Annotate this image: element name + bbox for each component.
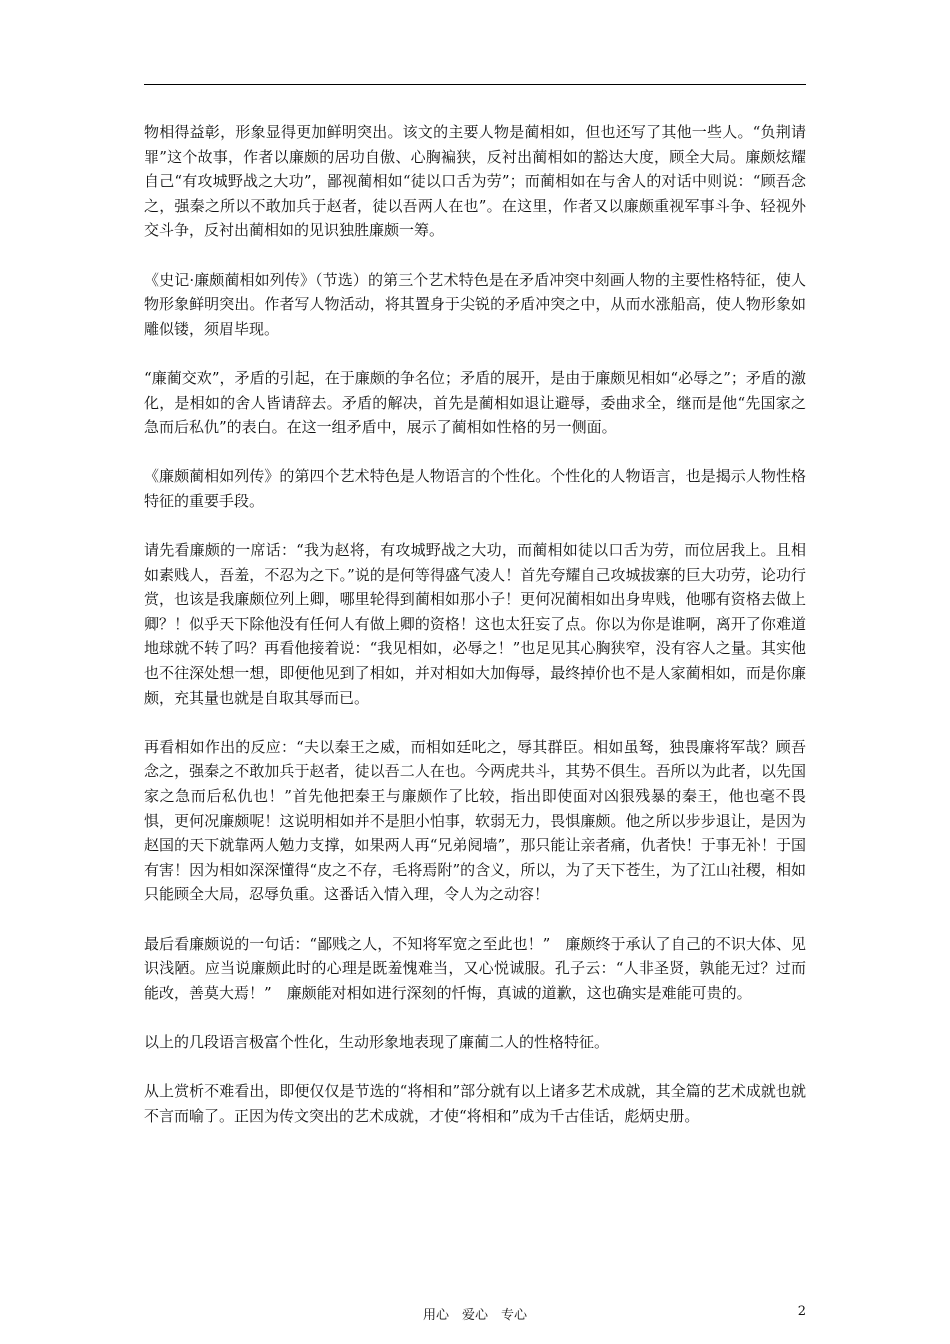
paragraph: 最后看廉颇说的一句话：“鄙贱之人，不知将军宽之至此也！” 廉颇终于承认了自己的不识大体、见识浅陋。应当说廉颇此时的心理是既羞愧难当，又心悦诚服。孔子云：“人非圣贤，孰能无过？过而能改，善莫大焉！” 廉颇能对相如进行深刻的忏悔，真诚的道歉，这也确实是难能可贵的。 bbox=[144, 934, 806, 1002]
paragraph: 物相得益彰，形象显得更加鲜明突出。该文的主要人物是蔺相如，但也还写了其他一些人。“负荆请罪”这个故事，作者以廉颇的居功自傲、心胸褊狭，反衬出蔺相如的豁达大度，顾全大局。廉颇炫耀自己“有攻城野战之大功”，鄙视蔺相如“徒以口舌为劳”；而蔺相如在与舍人的对话中则说：“顾吾念之，强秦之所以不敢加兵于赵者，徒以吾两人在也”。在这里，作者又以廉颇重视军事斗争、轻视外交斗争，反衬出蔺相如的见识独胜廉颇一筹。 bbox=[144, 123, 806, 240]
paragraph: 从上赏析不难看出，即便仅仅是节选的“将相和”部分就有以上诸多艺术成就，其全篇的艺术成就也就不言而喻了。正因为传文突出的艺术成就，才使“将相和”成为千古佳话，彪炳史册。 bbox=[144, 1082, 806, 1125]
paragraph: “廉蔺交欢”，矛盾的引起，在于廉颇的争名位；矛盾的展开，是由于廉颇见相如“必辱之”；矛盾的激化，是相如的舍人皆请辞去。矛盾的解决，首先是蔺相如退让避辱，委曲求全，继而是他“先国家之急而后私仇”的表白。在这一组矛盾中，展示了蔺相如性格的另一侧面。 bbox=[144, 368, 806, 437]
header-rule bbox=[144, 84, 806, 85]
paragraph: 请先看廉颇的一席话：“我为赵将，有攻城野战之大功，而蔺相如徒以口舌为劳，而位居我上。且相如素贱人，吾羞，不忍为之下。”说的是何等得盛气凌人！首先夸耀自己攻城拔寨的巨大功劳，论功行赏，也该是我廉颇位列上卿，哪里轮得到蔺相如那小子！更何况蔺相如出身卑贱，他哪有资格去做上卿？！似乎天下除他没有任何人有做上卿的资格！这也太狂妄了点。你以为你是谁啊，离开了你难道地球就不转了吗？再看他接着说：“我见相如，必辱之！”也足见其心胸狭窄，没有容人之量。其实他也不往深处想一想，即便他见到了相如，并对相如大加侮辱，最终掉价也不是人家蔺相如，而是你廉颇，充其量也就是自取其辱而已。 bbox=[144, 541, 806, 707]
paragraph: 再看相如作出的反应：“夫以秦王之威，而相如廷叱之，辱其群臣。相如虽驽，独畏廉将军哉？顾吾念之，强秦之不敢加兵于赵者，徒以吾二人在也。今两虎共斗，其势不俱生。吾所以为此者，以先国家之急而后私仇也！”首先他把秦王与廉颇作了比较，指出即使面对凶狠残暴的秦王，他也毫不畏惧，更何况廉颇呢！这说明相如并不是胆小怕事，软弱无力，畏惧廉颇。他之所以步步退让，是因为赵国的天下就靠两人勉力支撑，如果两人再“兄弟阋墙”，那只能让亲者痛，仇者快！于事无补！于国有害！因为相如深深懂得“皮之不存，毛将焉附”的含义，所以，为了天下苍生，为了江山社稷，相如只能顾全大局，忍辱负重。这番话入情入理，令人为之动容！ bbox=[144, 737, 806, 904]
page-number: 2 bbox=[797, 1304, 806, 1319]
paragraph: 以上的几段语言极富个性化，生动形象地表现了廉蔺二人的性格特征。 bbox=[144, 1032, 610, 1051]
body-text bbox=[144, 120, 806, 1153]
footer-text: 用心 爱心 专心 bbox=[422, 1308, 527, 1323]
paragraph: 《廉颇蔺相如列传》的第四个艺术特色是人物语言的个性化。个性化的人物语言，也是揭示人物性格特征的重要手段。 bbox=[144, 467, 806, 510]
paragraph: 《史记·廉颇蔺相如列传》（节选）的第三个艺术特色是在矛盾冲突中刻画人物的主要性格特征，使人物形象鲜明突出。作者写人物活动，将其置身于尖锐的矛盾冲突之中，从而水涨船高，使人物形象如雕似镂，须眉毕现。 bbox=[144, 270, 806, 338]
